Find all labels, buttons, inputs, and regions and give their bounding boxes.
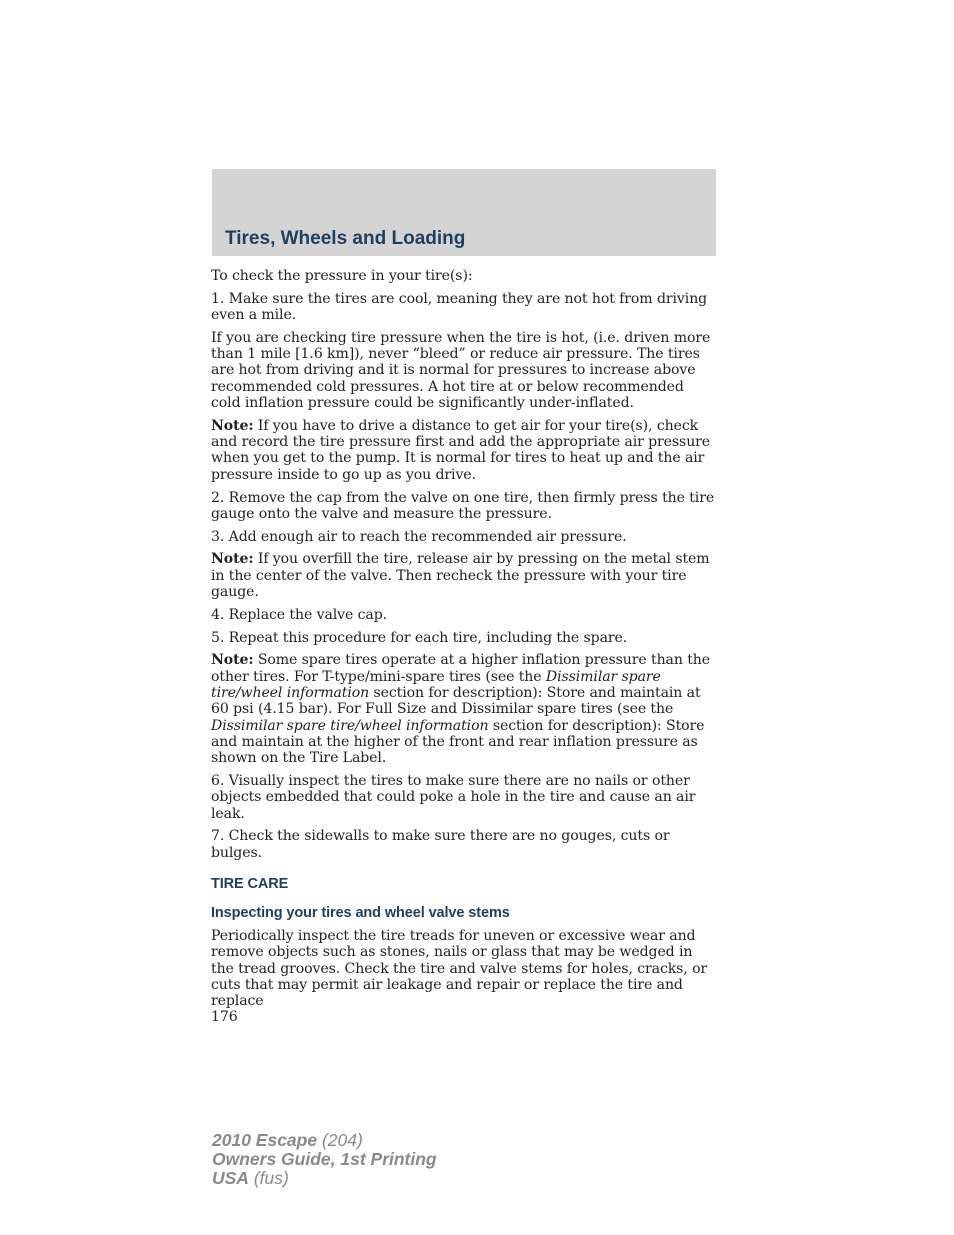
- note-label: Note:: [211, 652, 254, 669]
- step-6: 6. Visually inspect the tires to make sure there are no nails or other objects embedded that could poke a hole in the tire and cause an air leak.: [211, 773, 696, 822]
- step-1: 1. Make sure the tires are cool, meaning they are not hot from driving even a mile.: [211, 290, 708, 324]
- note-3-text-a: Some spare tires operate at a higher inflation pressure than the other tires. For T-type/mini-spare tires (see the: [211, 652, 710, 685]
- step-4: 4. Replace the valve cap.: [211, 606, 388, 623]
- footer-model: 2010 Escape: [212, 1130, 318, 1150]
- section-title: Tires, Wheels and Loading: [225, 228, 466, 249]
- page-number: 176: [211, 1009, 238, 1026]
- footer-model-code: (204): [321, 1130, 363, 1150]
- note-1: [211, 418, 717, 483]
- step-3: 3. Add enough air to reach the recommended air pressure.: [211, 528, 627, 545]
- note-2: [211, 551, 717, 600]
- note-3-text-b: section for description): Store and maintain at 60 psi (4.15 bar). For Full Size and Dissimilar spare tires (see the: [211, 685, 701, 718]
- footer-market: USA: [212, 1168, 249, 1188]
- footer-guide: Owners Guide, 1st Printing: [212, 1149, 437, 1169]
- note-3-text-c: section for description): Store and maintain at the higher of the front and rear inflation pressure as shown on the Tire Label.: [211, 717, 705, 767]
- document-footer: [212, 1131, 437, 1188]
- note-label: Note:: [211, 417, 254, 434]
- footer-line-guide: [212, 1150, 437, 1169]
- footer-market-code: (fus): [253, 1168, 289, 1188]
- note-3: [211, 652, 717, 766]
- step-7: 7. Check the sidewalls to make sure there are no gouges, cuts or bulges.: [211, 828, 670, 861]
- inspecting-paragraph: Periodically inspect the tire treads for uneven or excessive wear and remove objects such as stones, nails or glass that may be wedged in the tread grooves. Check the tire and valve stems for holes, cracks, or cuts that may permit air leakage and repair or replace the tire and replace: [211, 928, 708, 1010]
- footer-line-market: [212, 1169, 437, 1188]
- footer-line-model: [212, 1131, 437, 1150]
- page-body: [211, 268, 717, 1032]
- cross-reference-2: Dissimilar spare tire/wheel information: [211, 717, 489, 734]
- note-1-text: If you have to drive a distance to get air for your tire(s), check and record the tire pressure first and add the appropriate air pressure when you get to the pump. It is normal for tires to heat up and the air pressure inside to go up as you drive.: [211, 417, 711, 483]
- intro-paragraph: To check the pressure in your tire(s):: [211, 268, 473, 284]
- note-label: Note:: [211, 551, 254, 568]
- hot-tire-paragraph: If you are checking tire pressure when the tire is hot, (i.e. driven more than 1 mile [1.6 km]), never “bleed” or reduce air pressure. The tires are hot from driving and it is normal for pressures to increase above recommended cold pressures. A hot tire at or below recommended cold inflation pressure could be significantly under-inflated.: [211, 329, 711, 412]
- step-2: 2. Remove the cap from the valve on one tire, then firmly press the tire gauge onto the valve and measure the pressure.: [211, 489, 715, 522]
- note-2-text: If you overfill the tire, release air by pressing on the metal stem in the center of the valve. Then recheck the pressure with your tire gauge.: [211, 551, 710, 601]
- tire-care-heading: TIRE CARE: [211, 876, 289, 892]
- inspecting-heading: Inspecting your tires and wheel valve stems: [211, 905, 510, 921]
- cross-reference-1: Dissimilar spare tire/wheel information: [211, 668, 661, 702]
- step-5: 5. Repeat this procedure for each tire, including the spare.: [211, 629, 628, 646]
